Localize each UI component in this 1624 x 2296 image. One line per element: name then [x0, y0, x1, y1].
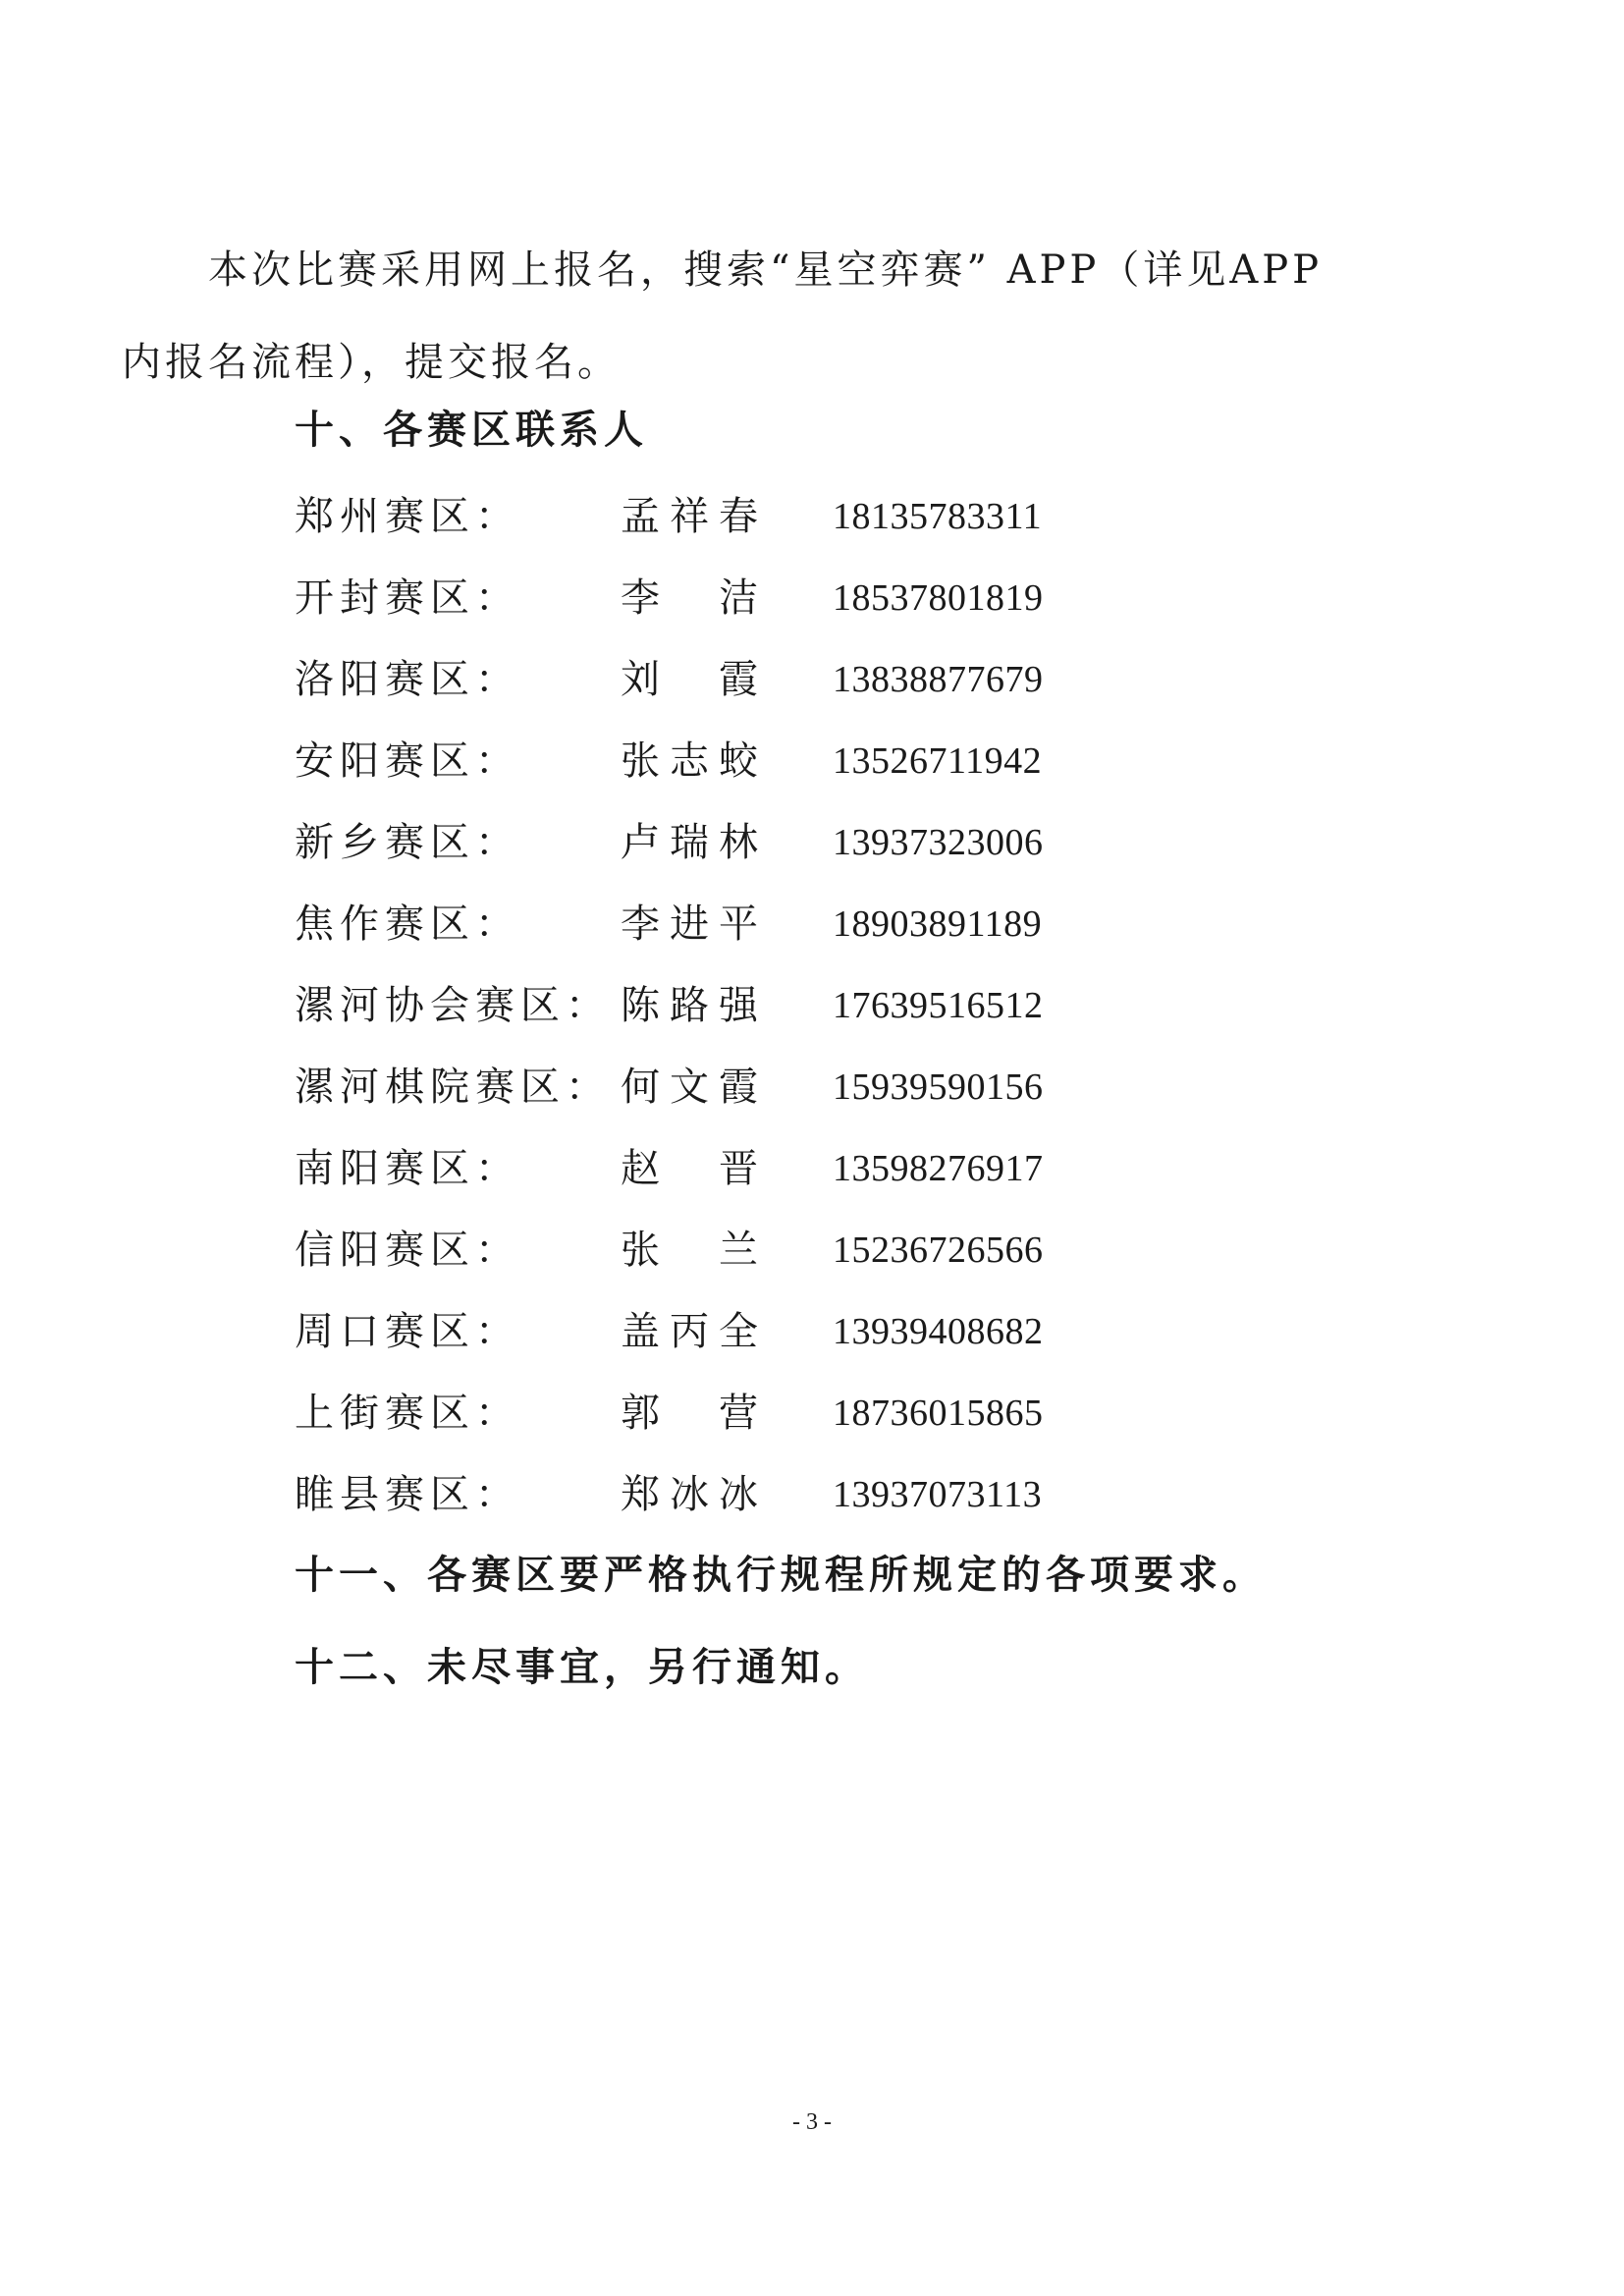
contact-row: [295, 813, 1276, 895]
contact-phone: 13598276917: [833, 1148, 1044, 1189]
contact-region: 信阳赛区：: [295, 1228, 520, 1273]
contact-phone: 18135783311: [833, 496, 1043, 537]
contact-row: [295, 1384, 1276, 1465]
contact-person: 刘 霞: [621, 657, 758, 702]
contact-phone: 13939408682: [833, 1311, 1044, 1352]
contact-row: [295, 732, 1276, 813]
contact-phone: 13838877679: [833, 659, 1044, 700]
contact-phone: 17639516512: [833, 985, 1044, 1026]
contact-phone: 18736015865: [833, 1393, 1044, 1434]
contact-person: 李进平: [621, 902, 758, 947]
contact-region: 漯河协会赛区：: [295, 983, 611, 1028]
section-10-heading: 十、各赛区联系人: [295, 408, 648, 453]
contact-region: 周口赛区：: [295, 1309, 520, 1354]
section-11-text: 十一、各赛区要严格执行规程所规定的各项要求。: [295, 1553, 1267, 1598]
registration-line-2: 内报名流程），提交报名。: [122, 340, 621, 385]
contact-phone: 18537801819: [833, 577, 1044, 619]
contact-phone: 15939590156: [833, 1066, 1044, 1108]
contact-person: 卢瑞林: [621, 820, 758, 865]
contact-person: 孟祥春: [621, 494, 758, 539]
contact-region: 焦作赛区：: [295, 902, 520, 947]
contact-list: [295, 487, 1276, 1547]
contact-region: 开封赛区：: [295, 575, 520, 621]
contact-region: 郑州赛区：: [295, 494, 520, 539]
contact-person: 陈路强: [621, 983, 758, 1028]
contact-row: [295, 1302, 1276, 1384]
contact-region: 睢县赛区：: [295, 1472, 520, 1517]
section-12-text: 十二、未尽事宜，另行通知。: [295, 1645, 869, 1690]
contact-person: 何文霞: [621, 1065, 758, 1110]
contact-person: 张志蛟: [621, 738, 758, 784]
contact-person: 郑冰冰: [621, 1472, 758, 1517]
contact-row: [295, 976, 1276, 1058]
contact-region: 漯河棋院赛区：: [295, 1065, 611, 1110]
contact-person: 盖丙全: [621, 1309, 758, 1354]
contact-region: 新乡赛区：: [295, 820, 520, 865]
contact-row: [295, 1465, 1276, 1547]
contact-phone: 13526711942: [833, 740, 1043, 782]
contact-row: [295, 569, 1276, 650]
contact-phone: 13937323006: [833, 822, 1044, 863]
contact-phone: 13937073113: [833, 1474, 1043, 1515]
contact-person: 赵 晋: [621, 1146, 758, 1191]
contact-region: 南阳赛区：: [295, 1146, 520, 1191]
contact-phone: 18903891189: [833, 903, 1043, 945]
contact-row: [295, 650, 1276, 732]
contact-region: 上街赛区：: [295, 1391, 520, 1436]
contact-region: 洛阳赛区：: [295, 657, 520, 702]
contact-row: [295, 1139, 1276, 1221]
contact-person: 郭 营: [621, 1391, 758, 1436]
contact-region: 安阳赛区：: [295, 738, 520, 784]
contact-person: 张 兰: [621, 1228, 758, 1273]
page-number: - 3 -: [792, 2109, 832, 2135]
contact-phone: 15236726566: [833, 1230, 1044, 1271]
contact-row: [295, 487, 1276, 569]
registration-line-1: 本次比赛采用网上报名，搜索“星空弈赛” APP（详见APP: [208, 247, 1324, 293]
contact-row: [295, 1221, 1276, 1302]
contact-row: [295, 895, 1276, 976]
contact-person: 李 洁: [621, 575, 758, 621]
contact-row: [295, 1058, 1276, 1139]
registration-paragraph: [122, 224, 1416, 409]
